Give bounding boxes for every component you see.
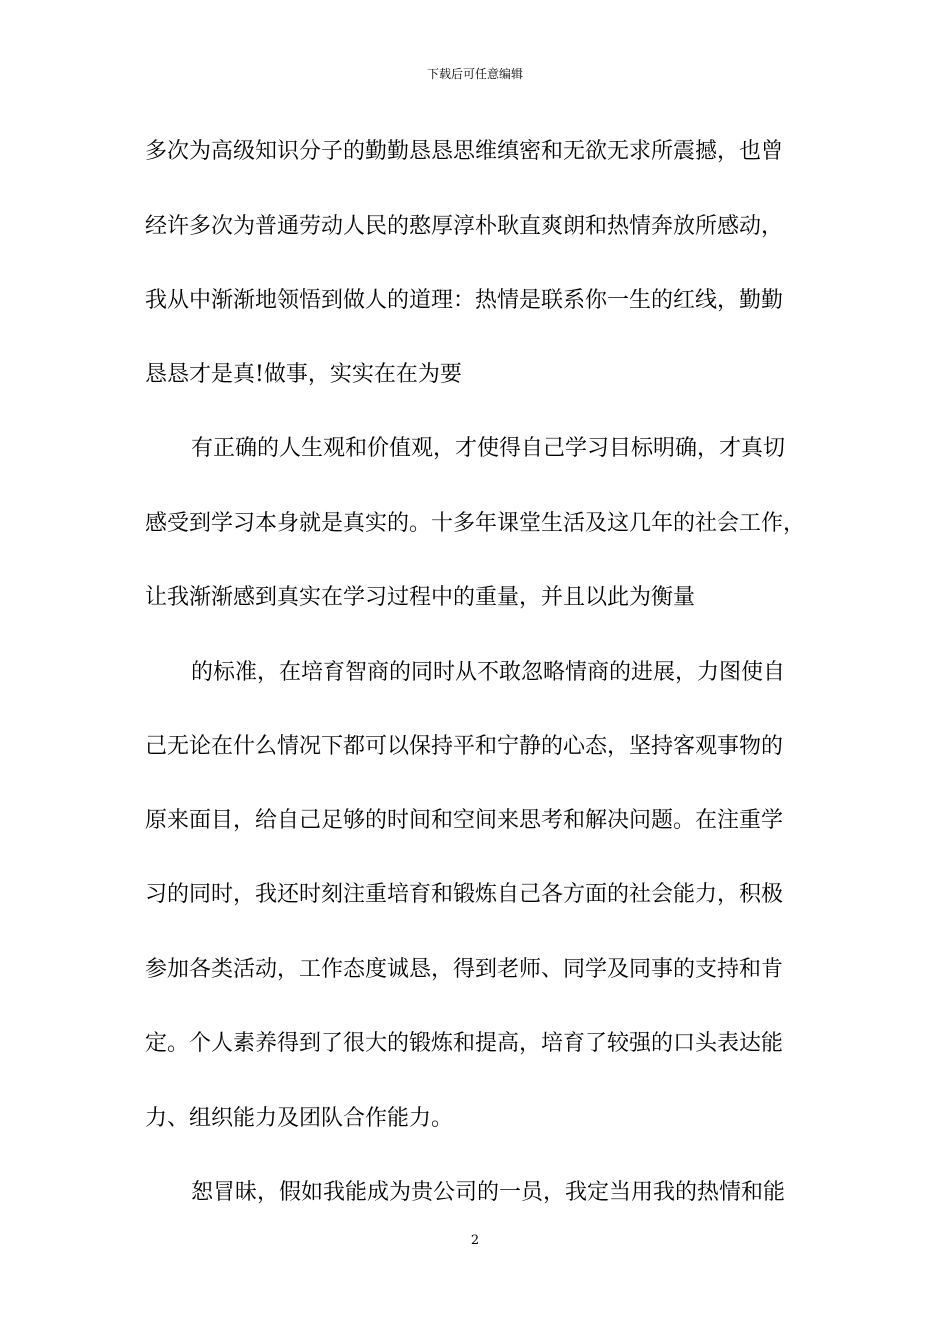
text-line: 的标准，在培育智商的同时从不敢忽略情商的进展，力图使自 xyxy=(191,660,786,685)
text-line: 让我渐渐感到真实在学习过程中的重量，并且以此为衡量 xyxy=(145,585,696,610)
text-line: 感受到学习本身就是真实的。十多年课堂生活及这几年的社会工作， xyxy=(145,511,806,536)
text-line: 原来面目，给自己足够的时间和空间来思考和解决问题。在注重学 xyxy=(145,808,784,833)
text-line: 己无论在什么情况下都可以保持平和宁静的心态，坚持客观事物的 xyxy=(145,734,784,759)
text-line: 定。个人素养得到了很大的锻炼和提高，培育了较强的口头表达能 xyxy=(145,1031,784,1056)
text-line: 恳恳才是真!做事，实实在在为要 xyxy=(145,362,462,387)
page-header: 下载后可任意编辑 xyxy=(426,67,523,81)
page-number: 2 xyxy=(470,1233,480,1248)
text-line: 参加各类活动，工作态度诚恳，得到老师、同学及同事的支持和肯 xyxy=(145,957,784,982)
text-line: 恕冒昧，假如我能成为贵公司的一员，我定当用我的热情和能 xyxy=(191,1180,786,1205)
text-line: 有正确的人生观和价值观，才使得自己学习目标明确，才真切 xyxy=(191,436,786,461)
text-line: 我从中渐渐地领悟到做人的道理：热情是联系你一生的红线，勤勤 xyxy=(145,288,784,313)
text-line: 多次为高级知识分子的勤勤恳恳思维缜密和无欲无求所震撼，也曾 xyxy=(145,139,784,164)
text-line: 力、组织能力及团队合作能力。 xyxy=(145,1106,454,1131)
text-line: 经许多次为普通劳动人民的憨厚淳朴耿直爽朗和热情奔放所感动， xyxy=(145,214,784,239)
text-line: 习的同时，我还时刻注重培育和锻炼自己各方面的社会能力，积极 xyxy=(145,882,784,907)
